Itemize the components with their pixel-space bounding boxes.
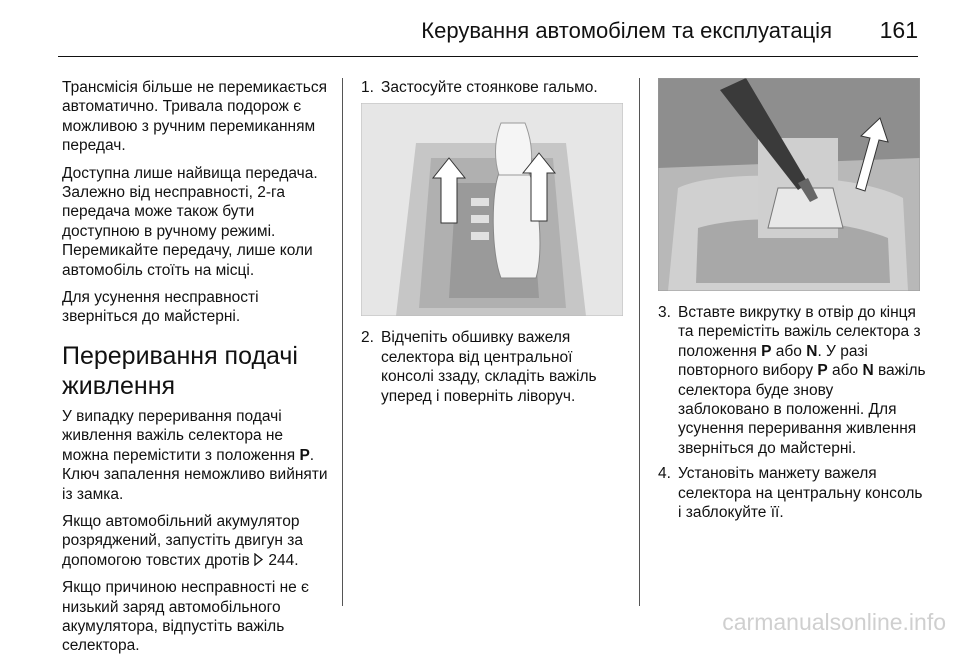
column-right (658, 78, 928, 528)
gear-letter: P (817, 362, 828, 380)
gear-letter: P (299, 446, 310, 464)
steps-list (361, 328, 626, 406)
list-item: 4. Установіть манжету важеля селектора на центральну консоль і заблокуйте її. (658, 465, 923, 522)
gear-letter: N (862, 362, 874, 380)
column-middle (361, 78, 626, 412)
paragraph: Трансмісія більше не перемикається автоматично. Тривала подорож є можливою з ручним перемиканням передач. (62, 79, 327, 155)
paragraph: Для усунення несправності зверніться до майстерні. (62, 289, 259, 326)
header-title: Керування автомобілем та експлуатація (421, 18, 832, 43)
list-item: 3. Вставте викрутку в отвір до кінця та перемістіть важіль селектора з положення P або N. У разі повторного вибору P або N важіль селектора буде знову заблоковано в положенні. Для усунення переривання живлення зверніться до майстерні. (658, 304, 926, 457)
gear-letter: N (806, 342, 818, 360)
watermark: carmanualsonline.info (722, 609, 946, 635)
selector-lever-illustration (361, 103, 623, 316)
column-divider (342, 78, 343, 606)
column-left (62, 78, 332, 664)
header-rule (58, 56, 918, 57)
paragraph: Доступна лише найвища передача. Залежно від несправності, 2-га передача може також бути доступною в ручному режимі. Перемикайте передачу, лише коли автомобіль стоїть на місці. (62, 164, 318, 279)
steps-list (658, 303, 928, 522)
page-reference[interactable]: 244. (264, 551, 299, 569)
page-header (0, 0, 960, 64)
arrow-reference-icon (254, 552, 264, 569)
column-divider (639, 78, 640, 606)
paragraph: Якщо автомобільний акумулятор розряджений, запустіть двигун за допомогою товстих дротів 244. (62, 512, 303, 569)
section-heading: Переривання подачі живлення (62, 341, 298, 400)
paragraph: Якщо причиною несправності не є низький заряд автомобільного акумулятора, відпустіть важіль селектора. (62, 579, 309, 655)
paragraph: У випадку переривання подачі живлення важіль селектора не можна перемістити з положення P. Ключ запалення неможливо вийняти із замка. (62, 407, 328, 503)
list-item: 2. Відчепіть обшивку важеля селектора від центральної консолі ззаду, складіть важіль уперед і поверніть ліворуч. (361, 329, 597, 405)
gear-letter: P (761, 342, 772, 360)
page-number: 161 (879, 17, 918, 43)
steps-list (361, 78, 626, 97)
screwdriver-illustration (658, 78, 920, 291)
list-item: 1. Застосуйте стоянкове гальмо. (361, 79, 598, 96)
